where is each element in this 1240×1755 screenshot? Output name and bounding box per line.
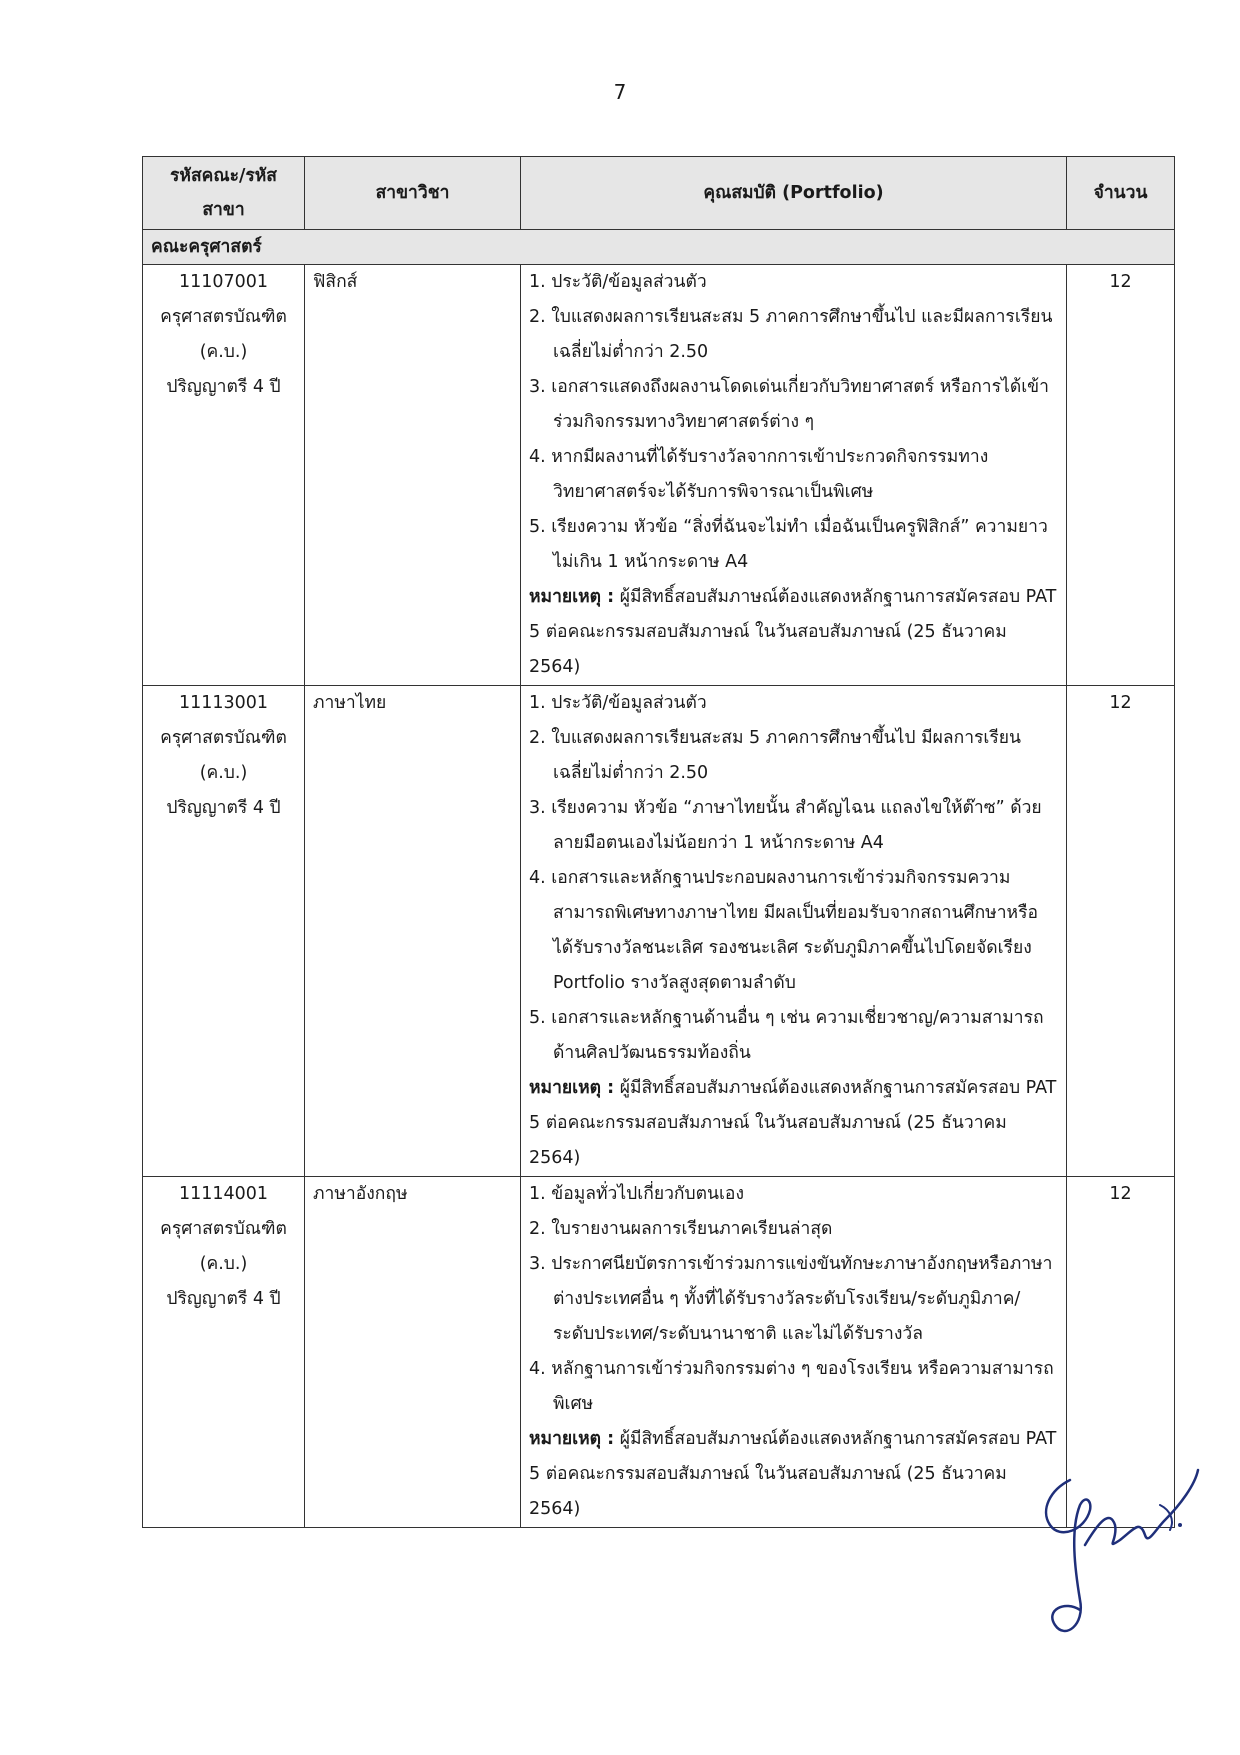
quantity: 12 (1067, 265, 1175, 686)
admission-table (142, 156, 1175, 1528)
qualification-item: 1. ประวัติ/ข้อมูลส่วนตัว (529, 693, 707, 713)
qualification-item: 4. หากมีผลงานที่ได้รับรางวัลจากการเข้าประกวดกิจกรรมทางวิทยาศาสตร์จะได้รับการพิจารณาเป็นพิเศษ (529, 447, 989, 502)
note-text: ผู้มีสิทธิ์สอบสัมภาษณ์ต้องแสดงหลักฐานการสมัครสอบ PAT 5 ต่อคณะกรรมสอบสัมภาษณ์ ในวันสอบสัมภาษณ์ (25 ธันวาคม 2564) (529, 1078, 1057, 1168)
table-row (143, 686, 1175, 1177)
program-code-cell (143, 1177, 305, 1528)
program-code-cell (143, 265, 305, 686)
table-row (143, 1177, 1175, 1528)
quantity: 12 (1067, 1177, 1175, 1528)
degree-name: ครุศาสตรบัณฑิต (160, 307, 287, 327)
degree-name: ครุศาสตรบัณฑิต (160, 1219, 287, 1239)
qualification-item: 4. เอกสารและหลักฐานประกอบผลงานการเข้าร่วมกิจกรรมความสามารถพิเศษทางภาษาไทย มีผลเป็นที่ยอมรับจากสถานศึกษาหรือได้รับรางวัลชนะเลิศ รองชนะเลิศ ระดับภูมิภาคขึ้นไปโดยจัดเรียง Portfolio รางวัลสูงสุดตามลำดับ (529, 868, 1038, 993)
qualifications-cell (521, 686, 1067, 1177)
table-row (143, 265, 1175, 686)
table-header-row (143, 157, 1175, 230)
note-text: ผู้มีสิทธิ์สอบสัมภาษณ์ต้องแสดงหลักฐานการสมัครสอบ PAT 5 ต่อคณะกรรมสอบสัมภาษณ์ ในวันสอบสัมภาษณ์ (25 ธันวาคม 2564) (529, 587, 1057, 677)
qualification-item: 3. เอกสารแสดงถึงผลงานโดดเด่นเกี่ยวกับวิทยาศาสตร์ หรือการได้เข้าร่วมกิจกรรมทางวิทยาศาสตร์ต่าง ๆ (529, 377, 1049, 432)
qualification-item: 2. ใบรายงานผลการเรียนภาคเรียนล่าสุด (529, 1219, 833, 1239)
major-name: ฟิสิกส์ (305, 265, 521, 686)
note-label: หมายเหตุ : (529, 1429, 615, 1449)
qualification-item: 5. เรียงความ หัวข้อ “สิ่งที่ฉันจะไม่ทำ เมื่อฉันเป็นครูฟิสิกส์” ความยาวไม่เกิน 1 หน้ากระดาษ A4 (529, 517, 1048, 572)
degree-abbr: (ค.บ.) (199, 763, 248, 783)
signature-icon (1030, 1450, 1200, 1650)
degree-duration: ปริญญาตรี 4 ปี (166, 1289, 281, 1309)
degree-duration: ปริญญาตรี 4 ปี (166, 377, 281, 397)
note-label: หมายเหตุ : (529, 1078, 615, 1098)
faculty-row (143, 230, 1175, 265)
degree-duration: ปริญญาตรี 4 ปี (166, 798, 281, 818)
note-text: ผู้มีสิทธิ์สอบสัมภาษณ์ต้องแสดงหลักฐานการสมัครสอบ PAT 5 ต่อคณะกรรมสอบสัมภาษณ์ ในวันสอบสัมภาษณ์ (25 ธันวาคม 2564) (529, 1429, 1057, 1519)
qualification-item: 3. เรียงความ หัวข้อ “ภาษาไทยนั้น สำคัญไฉน แถลงไขให้ต๊าซ” ด้วยลายมือตนเองไม่น้อยกว่า 1 หน้ากระดาษ A4 (529, 798, 1042, 853)
qualifications-cell (521, 265, 1067, 686)
note (529, 580, 1058, 685)
qualification-item: 5. เอกสารและหลักฐานด้านอื่น ๆ เช่น ความเชี่ยวชาญ/ความสามารถด้านศิลปวัฒนธรรมท้องถิ่น (529, 1008, 1044, 1063)
program-code: 11107001 (178, 272, 269, 292)
program-code-cell (143, 686, 305, 1177)
qualification-item: 4. หลักฐานการเข้าร่วมกิจกรรมต่าง ๆ ของโรงเรียน หรือความสามารถพิเศษ (529, 1359, 1054, 1414)
faculty-name: คณะครุศาสตร์ (143, 230, 1175, 265)
page-number: 7 (613, 80, 627, 104)
program-code: 11114001 (178, 1184, 269, 1204)
qualification-item: 2. ใบแสดงผลการเรียนสะสม 5 ภาคการศึกษาขึ้นไป และมีผลการเรียนเฉลี่ยไม่ต่ำกว่า 2.50 (529, 307, 1053, 362)
quantity: 12 (1067, 686, 1175, 1177)
major-name: ภาษาอังกฤษ (305, 1177, 521, 1528)
header-major: สาขาวิชา (305, 157, 521, 230)
note (529, 1071, 1058, 1176)
qualifications-cell (521, 1177, 1067, 1528)
degree-abbr: (ค.บ.) (199, 342, 248, 362)
qualification-item: 3. ประกาศนียบัตรการเข้าร่วมการแข่งขันทักษะภาษาอังกฤษหรือภาษาต่างประเทศอื่น ๆ ทั้งที่ได้รับรางวัลระดับโรงเรียน/ระดับภูมิภาค/ระดับประเทศ/ระดับนานาชาติ และไม่ได้รับรางวัล (529, 1254, 1053, 1344)
major-name: ภาษาไทย (305, 686, 521, 1177)
program-code: 11113001 (178, 693, 269, 713)
header-qualifications: คุณสมบัติ (Portfolio) (521, 157, 1067, 230)
note-label: หมายเหตุ : (529, 587, 615, 607)
qualification-item: 1. ข้อมูลทั่วไปเกี่ยวกับตนเอง (529, 1184, 744, 1204)
note (529, 1422, 1058, 1527)
degree-name: ครุศาสตรบัณฑิต (160, 728, 287, 748)
qualification-item: 1. ประวัติ/ข้อมูลส่วนตัว (529, 272, 707, 292)
header-code: รหัสคณะ/รหัสสาขา (143, 157, 305, 230)
degree-abbr: (ค.บ.) (199, 1254, 248, 1274)
qualification-item: 2. ใบแสดงผลการเรียนสะสม 5 ภาคการศึกษาขึ้นไป มีผลการเรียนเฉลี่ยไม่ต่ำกว่า 2.50 (529, 728, 1022, 783)
header-quantity: จำนวน (1067, 157, 1175, 230)
